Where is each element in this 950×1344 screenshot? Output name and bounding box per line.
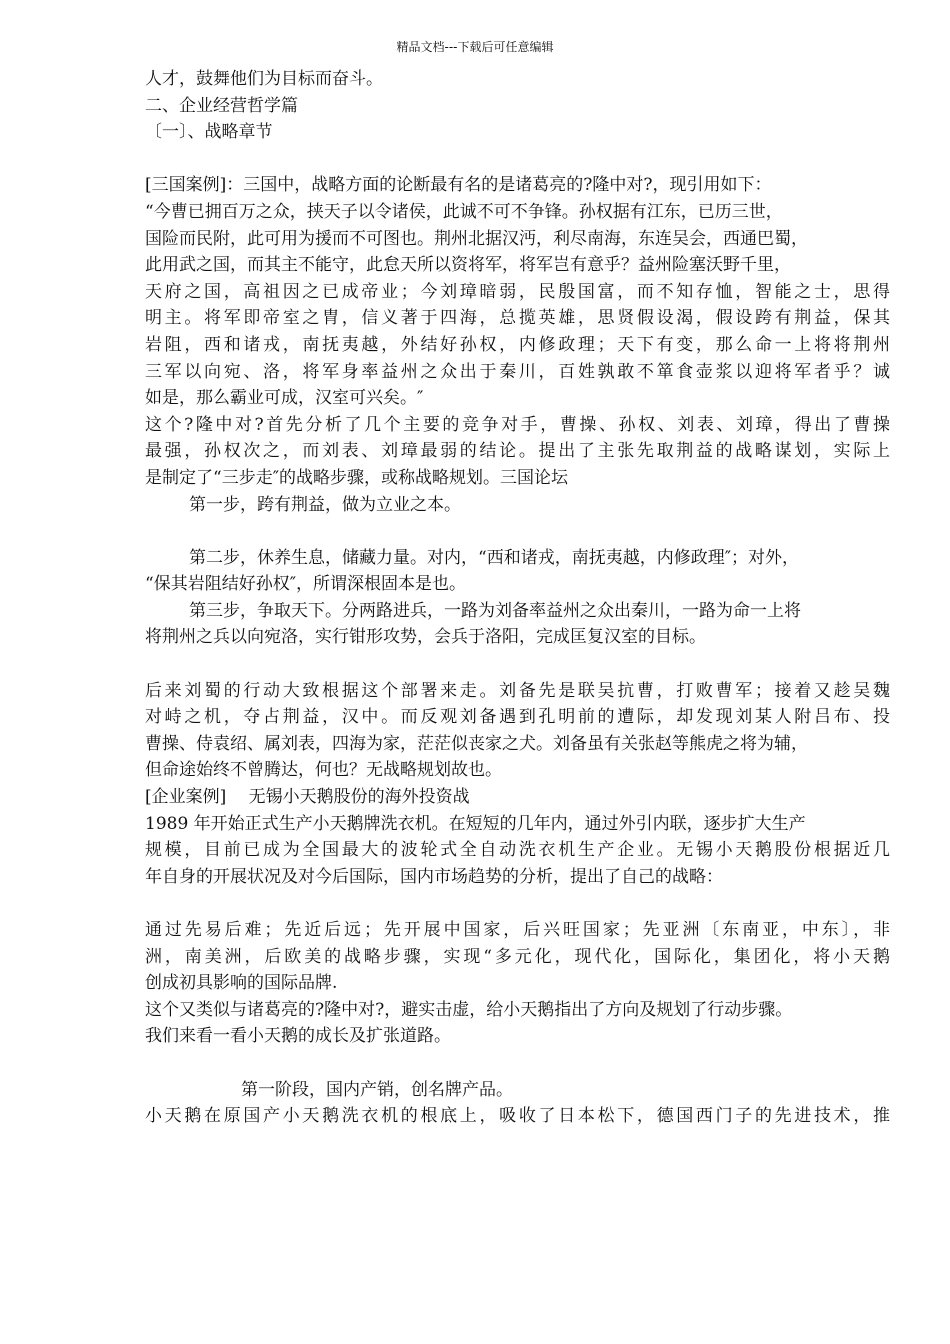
text-line: 1989 年开始正式生产小天鹅牌洗衣机。在短短的几年内，通过外引内联，逐步扩大生产	[145, 813, 806, 834]
text-line: 我们来看一看小天鹅的成长及扩张道路。	[145, 1026, 451, 1047]
text-line: 第三步，争取天下。分两路进兵，一路为刘备率益州之众出秦川，一路为命一上将	[189, 600, 801, 621]
text-line: 天府之国，高祖因之已成帝业；今刘璋暗弱，民殷国富，而不知存恤，智能之士，思得	[145, 281, 890, 302]
text-line: 此用武之国，而其主不能守，此怠天所以资将军，将军岂有意乎？益州险塞沃野千里，	[145, 255, 791, 276]
text-line: 〔一〕、战略章节	[145, 122, 273, 143]
blank-line	[145, 651, 890, 678]
text-line: 明主。将军即帝室之胄，信义著于四海，总揽英雄，思贤假设渴，假设跨有荆益，保其	[145, 308, 890, 329]
text-line: 洲，南美洲，后欧美的战略步骤，实现“多元化，现代化，国际化，集团化，将小天鹅	[145, 946, 890, 967]
text-line: 规模，目前已成为全国最大的波轮式全自动洗衣机生产企业。无锡小天鹅股份根据近几	[145, 840, 890, 861]
text-line: [三国案例]：三国中，战略方面的论断最有名的是诸葛亮的?隆中对?，现引用如下：	[145, 175, 772, 196]
text-line: 小天鹅在原国产小天鹅洗衣机的根底上，吸收了日本松下，德国西门子的先进技术，推	[145, 1106, 890, 1127]
blank-line	[145, 1050, 890, 1077]
page-header: 精品文档---下载后可任意编辑	[396, 40, 554, 54]
text-line: 后来刘蜀的行动大致根据这个部署来走。刘备先是联吴抗曹，打败曹军；接着又趁吴魏	[145, 680, 890, 701]
blank-line	[145, 518, 890, 545]
text-line: 这个?隆中对?首先分析了几个主要的竞争对手，曹操、孙权、刘表、刘璋，得出了曹操	[145, 414, 890, 435]
text-line: 对峙之机，夺占荆益，汉中。而反观刘备遇到孔明前的遭际，却发现刘某人附吕布、投	[145, 707, 890, 728]
text-line: 三军以向宛、洛，将军身率益州之众出于秦川，百姓孰敢不箪食壶浆以迎将军者乎？诚	[145, 361, 890, 382]
text-line: 曹操、侍袁绍、属刘表，四海为家，茫茫似丧家之犬。刘备虽有关张赵等熊虎之将为辅，	[145, 733, 808, 754]
text-line: 这个又类似与诸葛亮的?隆中对?，避实击虚，给小天鹅指出了方向及规划了行动步骤。	[145, 999, 793, 1020]
text-line: 通过先易后难；先近后远；先开展中国家，后兴旺国家；先亚洲〔东南亚，中东〕，非	[145, 920, 890, 940]
body-text	[145, 66, 890, 1130]
text-line: 第一步，跨有荆益，做为立业之本。	[189, 494, 461, 515]
blank-line	[145, 890, 890, 917]
text-line: 年自身的开展状况及对今后国际，国内市场趋势的分析，提出了自己的战略：	[145, 866, 723, 887]
text-line: [企业案例] 无锡小天鹅股份的海外投资战	[145, 787, 470, 808]
text-line: 如是，那么霸业可成，汉室可兴矣。″	[145, 388, 424, 409]
text-line: 将荆州之兵以向宛洛，实行钳形攻势，会兵于洛阳，完成匡复汉室的目标。	[145, 627, 706, 648]
text-line: 岩阻，西和诸戎，南抚夷越，外结好孙权，内修政理；天下有变，那么命一上将将荆州	[145, 334, 890, 355]
text-line: 第二步，休养生息，储藏力量。对内，“西和诸戎，南抚夷越，内修政理″；对外，	[189, 547, 800, 568]
text-line: “今曹已拥百万之众，挟天子以令诸侯，此诚不可不争锋。孙权据有江东，已历三世，	[145, 201, 783, 222]
text-line: 但命途始终不曾腾达，何也？无战略规划故也。	[145, 760, 502, 781]
text-line: 最强，孙权次之，而刘表、刘璋最弱的结论。提出了主张先取荆益的战略谋划，实际上	[145, 441, 890, 462]
text-line: 是制定了“三步走″的战略步骤，或称战略规划。三国论坛	[145, 467, 569, 488]
text-line: 人才，鼓舞他们为目标而奋斗。	[145, 69, 383, 89]
text-line: 第一阶段，国内产销，创名牌产品。	[241, 1079, 513, 1100]
text-line: 二、企业经营哲学篇	[145, 95, 298, 116]
text-line: 创成初具影响的国际品牌.	[145, 973, 338, 994]
blank-line	[145, 146, 890, 173]
text-line: 国险而民附，此可用为援而不可图也。荆州北据汉沔，利尽南海，东连吴会，西通巴蜀，	[145, 228, 808, 249]
text-line: “保其岩阻结好孙权″，所谓深根固本是也。	[145, 574, 467, 595]
